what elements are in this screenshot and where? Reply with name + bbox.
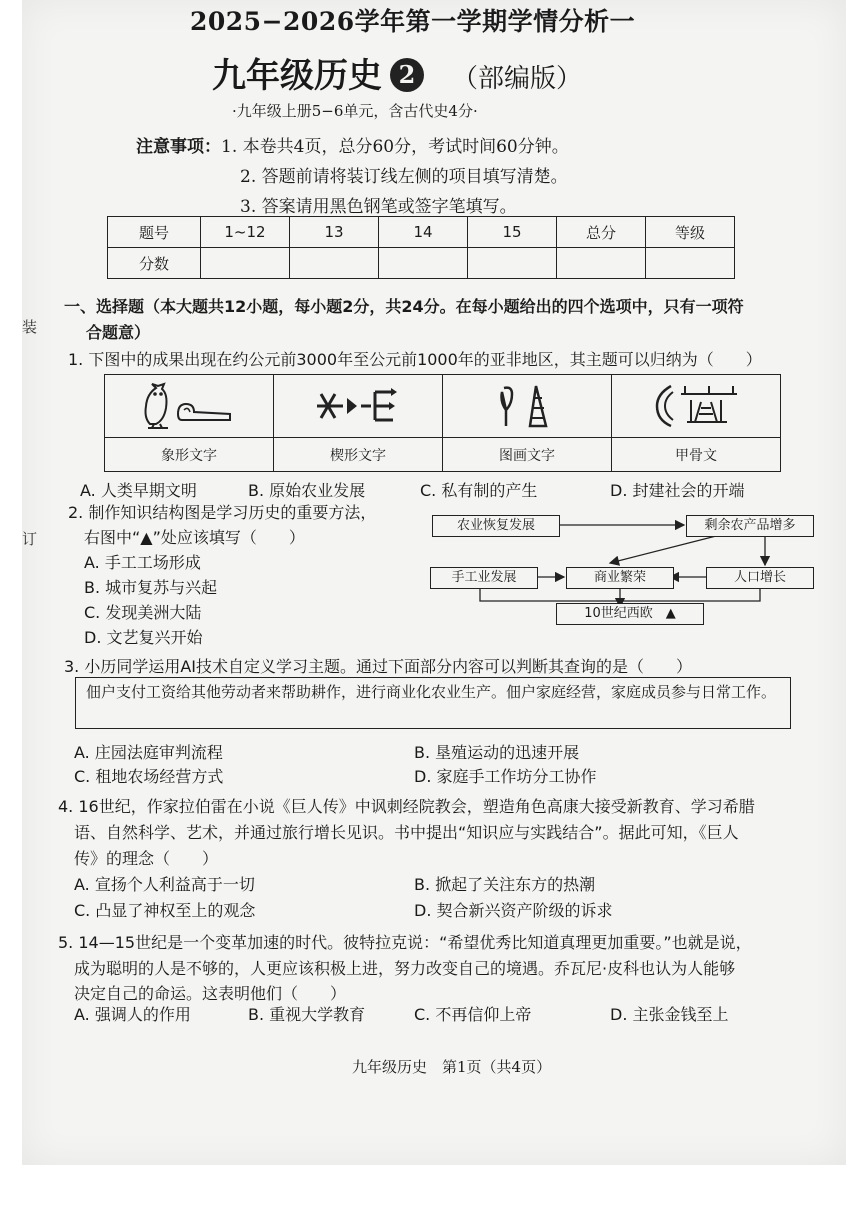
notice-label: 注意事项： bbox=[136, 137, 221, 157]
diagram-box-commerce: 商业繁荣 bbox=[566, 567, 674, 589]
score-row-label: 分数 bbox=[108, 248, 201, 279]
q3-quote-box: 佃户支付工资给其他劳动者来帮助耕作，进行商业化农业生产。佃户家庭经营，家庭成员参与日常工作。 bbox=[75, 677, 791, 729]
margin-char-zhuang: 装 bbox=[22, 318, 38, 336]
q5-option-b[interactable]: B. 重视大学教育 bbox=[248, 1005, 366, 1024]
score-cell-empty[interactable] bbox=[468, 248, 557, 279]
q2-option-b[interactable]: B. 城市复苏与兴起 bbox=[84, 578, 218, 597]
subject-title: 九年级历史 bbox=[212, 56, 382, 96]
notice-line-1 bbox=[136, 132, 569, 157]
q4-option-a[interactable]: A. 宣扬个人利益高于一切 bbox=[74, 875, 255, 894]
circled-number-badge: 2 bbox=[390, 58, 424, 92]
q4-stem-line1: 4. 16世纪，作家拉伯雷在小说《巨人传》中讽刺经院教会，塑造角色高康大接受新教育、学习希腊 bbox=[58, 797, 755, 816]
q4-option-b[interactable]: B. 掀起了关注东方的热潮 bbox=[414, 875, 596, 894]
q1-option-a[interactable]: A. 人类早期文明 bbox=[80, 481, 197, 500]
q2-option-a[interactable]: A. 手工工场形成 bbox=[84, 553, 201, 572]
q3-option-a[interactable]: A. 庄园法庭审判流程 bbox=[74, 743, 223, 762]
script-cell-oracle-bone bbox=[612, 375, 780, 471]
q5-option-a[interactable]: A. 强调人的作用 bbox=[74, 1005, 191, 1024]
score-header-cell: 13 bbox=[290, 217, 379, 248]
q1-option-b[interactable]: B. 原始农业发展 bbox=[248, 481, 366, 500]
q5-stem-line2: 成为聪明的人是不够的，人更应该积极上进，努力改变自己的境遇。乔瓦尼·皮科也认为人能够 bbox=[74, 959, 736, 978]
section1-heading-line2: 合题意） bbox=[86, 323, 151, 342]
score-header-cell: 总分 bbox=[557, 217, 646, 248]
script-cell-pictograph bbox=[443, 375, 612, 471]
q2-option-c[interactable]: C. 发现美洲大陆 bbox=[84, 603, 202, 622]
q2-stem-line2: 右图中“▲”处应该填写（ ） bbox=[84, 528, 305, 547]
q5-stem-line1: 5. 14—15世纪是一个变革加速的时代。彼特拉克说：“希望优秀比知道真理更加重要。”也就是说， bbox=[58, 933, 752, 952]
exam-title-main bbox=[212, 48, 582, 98]
q1-option-c[interactable]: C. 私有制的产生 bbox=[420, 481, 538, 500]
exam-title-line1: 2025−2026学年第一学期学情分析一 bbox=[190, 7, 636, 36]
score-table bbox=[107, 216, 735, 279]
q3-option-b[interactable]: B. 垦殖运动的迅速开展 bbox=[414, 743, 580, 762]
diagram-box-handicraft: 手工业发展 bbox=[430, 567, 538, 589]
q4-stem-line2: 语、自然科学、艺术，并通过旅行增长见识。书中提出“知识应与实践结合”。据此可知，《巨人 bbox=[74, 823, 739, 842]
q5-option-c[interactable]: C. 不再信仰上帝 bbox=[414, 1005, 532, 1024]
q3-stem: 3. 小历同学运用AI技术自定义学习主题。通过下面部分内容可以判断其查询的是（ ） bbox=[64, 657, 693, 676]
script-cell-cuneiform bbox=[274, 375, 443, 471]
script-caption: 甲骨文 bbox=[612, 437, 780, 471]
score-cell-empty[interactable] bbox=[290, 248, 379, 279]
section1-heading-line1: 一、选择题（本大题共12小题，每小题2分，共24分。在每小题给出的四个选项中，只有一项符 bbox=[64, 297, 744, 316]
score-header-cell: 题号 bbox=[108, 217, 201, 248]
margin-char-ding: 订 bbox=[22, 530, 38, 548]
score-header-cell: 15 bbox=[468, 217, 557, 248]
q5-option-d[interactable]: D. 主张金钱至上 bbox=[610, 1005, 729, 1024]
score-cell-empty[interactable] bbox=[646, 248, 735, 279]
ancient-scripts-table bbox=[104, 374, 781, 472]
score-header-cell: 等级 bbox=[646, 217, 735, 248]
diagram-box-surplus: 剩余农产品增多 bbox=[686, 515, 814, 537]
score-header-cell: 14 bbox=[379, 217, 468, 248]
q2-stem-line1: 2. 制作知识结构图是学习历史的重要方法， bbox=[68, 503, 377, 522]
q5-stem-line3: 决定自己的命运。这表明他们（ ） bbox=[74, 984, 347, 1003]
pictograph-icon bbox=[492, 382, 562, 430]
notice-item-3: 3. 答案请用黑色钢笔或签字笔填写。 bbox=[240, 197, 517, 217]
q2-option-d[interactable]: D. 文艺复兴开始 bbox=[84, 628, 203, 647]
notice-item-2: 2. 答题前请将装订线左侧的项目填写清楚。 bbox=[240, 167, 568, 187]
q4-stem-line3: 传》的理念（ ） bbox=[74, 849, 219, 868]
q3-option-c[interactable]: C. 租地农场经营方式 bbox=[74, 767, 224, 786]
notice-item-1: 1. 本卷共4页，总分60分，考试时间60分钟。 bbox=[221, 137, 569, 157]
exam-scope-subtitle: ·九年级上册5−6单元，含古代史4分· bbox=[232, 102, 478, 120]
edition-label: （部编版） bbox=[452, 64, 583, 94]
score-cell-empty[interactable] bbox=[201, 248, 290, 279]
page-footer: 九年级历史 第1页（共4页） bbox=[352, 1058, 552, 1076]
diagram-box-population: 人口增长 bbox=[706, 567, 814, 589]
q1-option-d[interactable]: D. 封建社会的开端 bbox=[610, 481, 745, 500]
score-header-cell: 1~12 bbox=[201, 217, 290, 248]
score-cell-empty[interactable] bbox=[379, 248, 468, 279]
q4-option-c[interactable]: C. 凸显了神权至上的观念 bbox=[74, 901, 256, 920]
script-caption: 楔形文字 bbox=[274, 437, 442, 471]
script-caption: 图画文字 bbox=[443, 437, 611, 471]
cuneiform-icon bbox=[313, 386, 403, 426]
diagram-box-answer-slot: 10世纪西欧 ▲ bbox=[556, 603, 704, 625]
q4-option-d[interactable]: D. 契合新兴资产阶级的诉求 bbox=[414, 901, 613, 920]
oracle-bone-icon bbox=[651, 382, 741, 430]
score-table-score-row bbox=[108, 248, 735, 279]
script-cell-hieroglyph bbox=[105, 375, 274, 471]
diagram-box-agriculture: 农业恢复发展 bbox=[432, 515, 560, 537]
score-cell-empty[interactable] bbox=[557, 248, 646, 279]
q3-option-d[interactable]: D. 家庭手工作坊分工协作 bbox=[414, 767, 597, 786]
q1-stem: 1. 下图中的成果出现在约公元前3000年至公元前1000年的亚非地区，其主题可以归纳为（ ） bbox=[68, 350, 762, 369]
script-caption: 象形文字 bbox=[105, 437, 273, 471]
score-table-header-row bbox=[108, 217, 735, 248]
owl-hieroglyph-icon bbox=[134, 380, 244, 432]
